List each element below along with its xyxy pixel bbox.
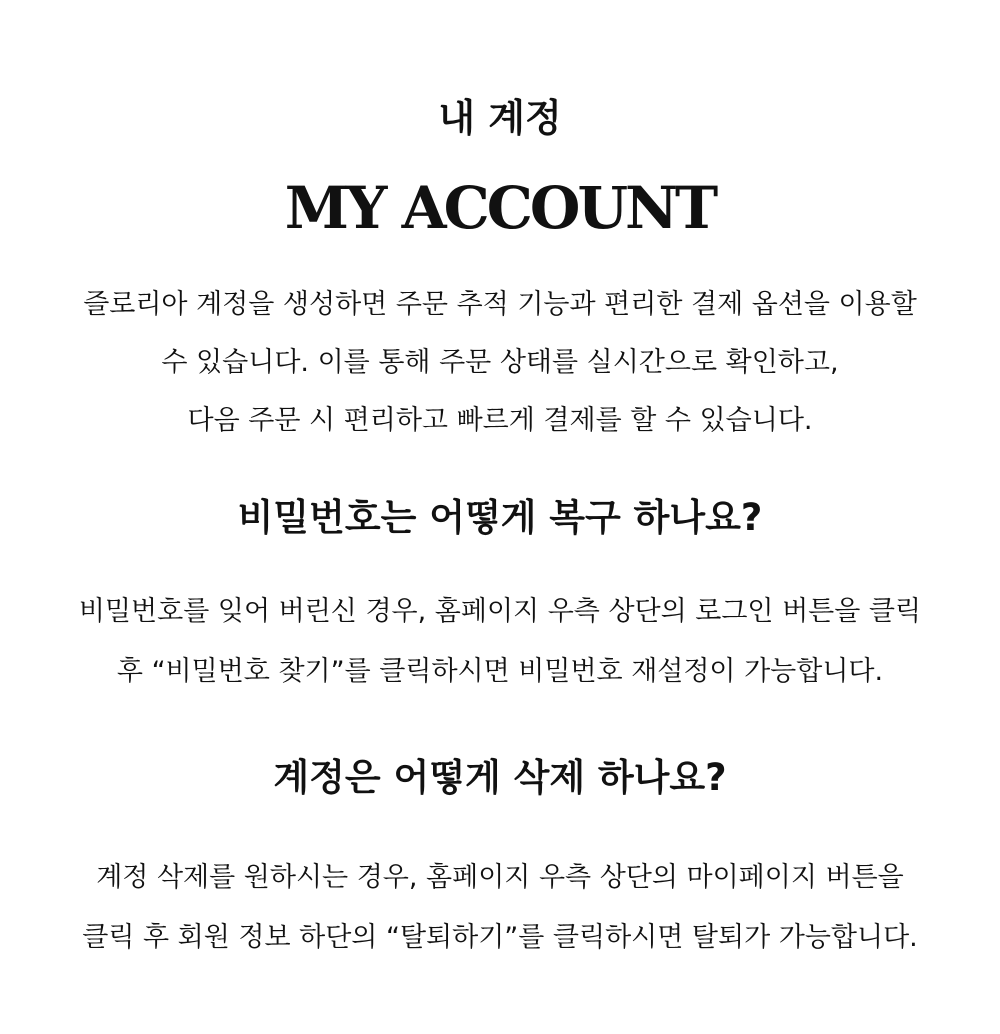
- intro-paragraph: [30, 276, 970, 450]
- faq-answer-password-recovery: [20, 582, 980, 702]
- answer-line: 클릭 후 회원 정보 하단의 “탈퇴하기”를 클릭하시면 탈퇴가 가능합니다.: [82, 922, 918, 953]
- faq-answer-account-deletion: [20, 848, 980, 968]
- answer-line: 후 “비밀번호 찾기”를 클릭하시면 비밀번호 재설정이 가능합니다.: [116, 656, 884, 687]
- page-title-korean: 내 계정: [438, 96, 562, 140]
- intro-line: 다음 주문 시 편리하고 빠르게 결제를 할 수 있습니다.: [187, 405, 813, 436]
- answer-line: 비밀번호를 잊어 버린신 경우, 홈페이지 우측 상단의 로그인 버튼을 클릭: [78, 596, 922, 627]
- faq-question-account-deletion: 계정은 어떻게 삭제 하나요?: [273, 756, 727, 799]
- intro-line: 즐로리아 계정을 생성하면 주문 추적 기능과 편리한 결제 옵션을 이용할: [83, 289, 917, 320]
- answer-line: 계정 삭제를 원하시는 경우, 홈페이지 우측 상단의 마이페이지 버튼을: [96, 862, 904, 893]
- faq-question-password-recovery: 비밀번호는 어떻게 복구 하나요?: [237, 496, 763, 539]
- intro-line: 수 있습니다. 이를 통해 주문 상태를 실시간으로 확인하고,: [161, 347, 839, 378]
- page-title-english: MY ACCOUNT: [284, 174, 716, 242]
